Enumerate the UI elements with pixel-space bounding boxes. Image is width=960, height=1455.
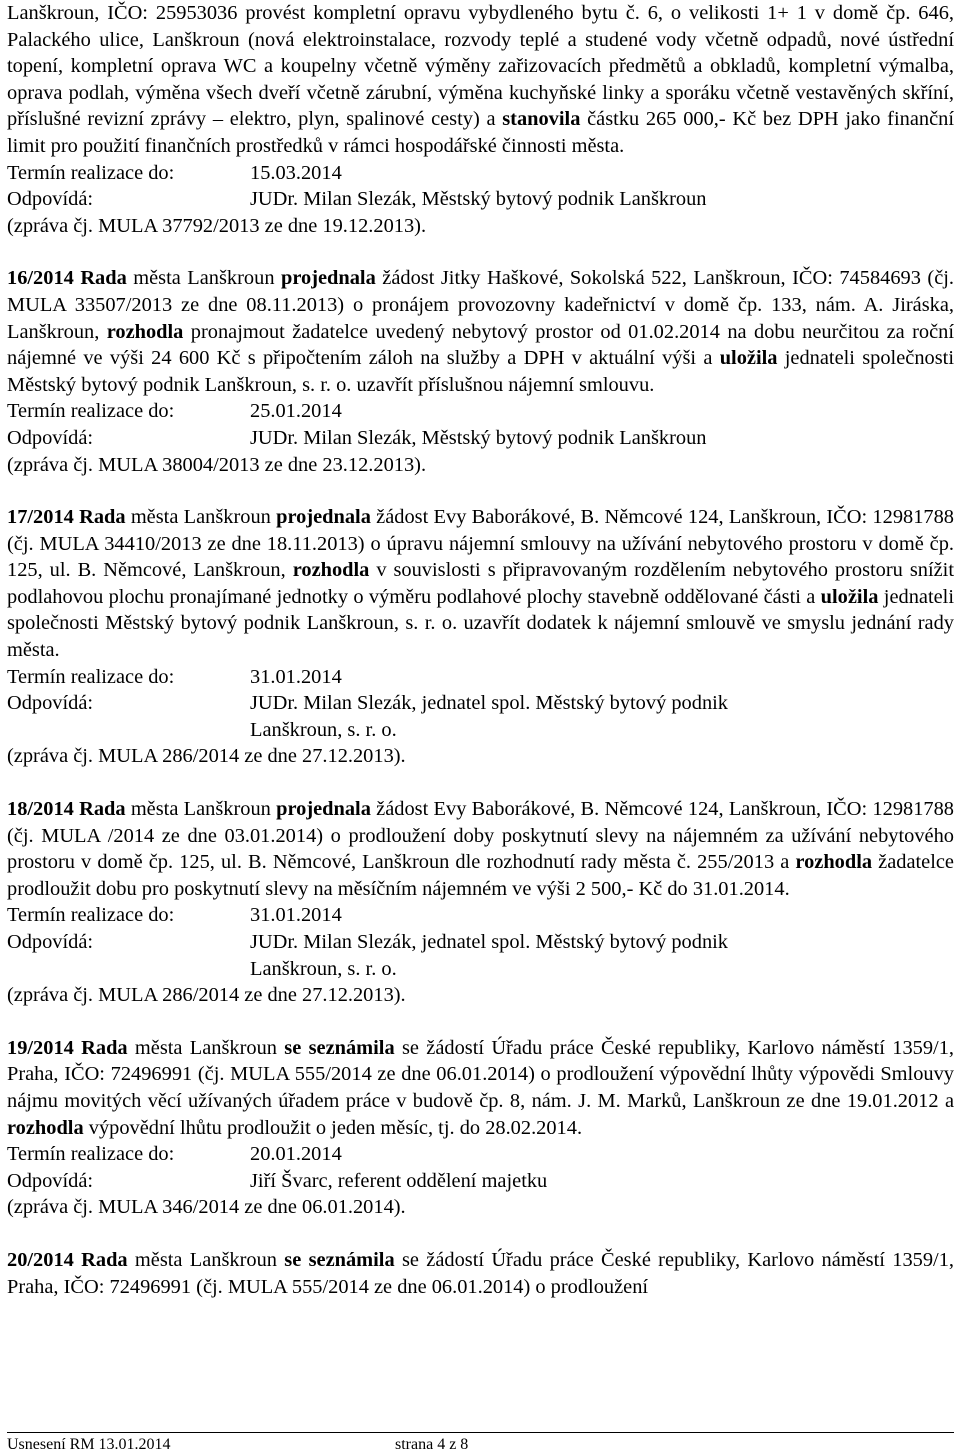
responsible-value: JUDr. Milan Slezák, Městský bytový podnik Lanškroun (250, 188, 707, 211)
text-run-bold: se seznámila (284, 1036, 395, 1059)
report-reference: (zpráva čj. MULA 37792/2013 ze dne 19.12.2013). (7, 214, 427, 237)
text-run-bold: 19/2014 Rada (7, 1036, 128, 1059)
text-run: v souvislosti s připravovaným rozdělením nebytového prostoru snížit podlahovou plochu pronajímané jednotky o výměru podlahové plochy stavebně oddělované části a (7, 559, 954, 608)
responsible-row (7, 1168, 954, 1195)
resolution-16 (7, 265, 954, 478)
text-run: jednateli společnosti Městský bytový podnik Lanškroun, s. r. o. uzavřít dodatek k nájemní smlouvě ve smyslu jednání rady města. (7, 585, 954, 662)
text-run: města Lanškroun (127, 1248, 285, 1271)
deadline-value: 25.01.2014 (250, 400, 342, 423)
text-run-bold: projednala (276, 798, 371, 821)
text-run-bold: uložila (820, 585, 879, 608)
responsible-value: JUDr. Milan Slezák, Městský bytový podnik Lanškroun (250, 426, 707, 449)
responsible-label: Odpovídá: (7, 188, 94, 211)
resolution-20 (7, 1247, 954, 1300)
report-reference: (zpráva čj. MULA 38004/2013 ze dne 23.12.2013). (7, 453, 427, 476)
text-run-bold: 18/2014 Rada (7, 798, 126, 821)
responsible-label: Odpovídá: (7, 931, 94, 953)
document-page (7, 0, 954, 1300)
deadline-value: 15.03.2014 (250, 161, 342, 184)
text-run-bold: rozhodla (795, 851, 873, 874)
text-run: žádost Evy Baborákové, B. Němcové 124, Lanškroun, IČO: 12981788 (čj. MULA /2014 ze dne 03.01.2014) o prodloužení doby poskytnutí slevy na nájemném za užívání nebytového prostoru v domě čp. 125, ul. B. Němcové, Lanškroun dle rozhodnutí rady města č. 255/2013 a (7, 798, 954, 874)
resolution-fragment (7, 0, 954, 239)
text-run-bold: stanovila (502, 108, 581, 131)
text-run: žádost Jitky Haškové, Sokolská 522, Lanškroun, IČO: 74584693 (čj. MULA 33507/2013 ze dne 08.11.2013) o pronájem provozovny kadeřnictví v domě čp. 133, nám. A. Jiráska, Lanškroun, (7, 267, 955, 343)
deadline-row (7, 398, 954, 425)
resolution-19 (7, 1035, 954, 1221)
responsible-value: JUDr. Milan Slezák, jednatel spol. Městský bytový podnik (250, 692, 729, 715)
deadline-label: Termín realizace do: (7, 161, 175, 184)
text-run-bold: rozhodla (7, 1116, 84, 1139)
responsible-label: Odpovídá: (7, 692, 94, 715)
resolution-text (7, 0, 954, 160)
deadline-label: Termín realizace do: (7, 665, 175, 688)
text-run: se žádostí Úřadu práce České republiky, Karlovo náměstí 1359/1, Praha, IČO: 72496991 (čj. MULA 555/2014 ze dne 06.01.2014) o prodloužení výpovědní lhůty výpovědi Smlouvy nájmu movitých věcí užívaných úřadem práce v budově čp. 8, nám. J. M. Marků, Lanškroun ze dne 19.01.2012 a (7, 1036, 954, 1112)
deadline-label: Termín realizace do: (7, 400, 175, 423)
resolution-text (7, 1035, 954, 1141)
responsible-value: Jiří Švarc, referent oddělení majetku (250, 1169, 548, 1192)
responsible-row (7, 186, 954, 213)
deadline-value: 31.01.2014 (250, 904, 342, 927)
report-reference: (zpráva čj. MULA 286/2014 ze dne 27.12.2013). (7, 984, 406, 1007)
text-run: pronajmout žadatelce uvedený nebytový prostor od 01.02.2014 na dobu neurčitou za roční nájemné ve výši 24 600 Kč s připočtením záloh na služby a DPH v aktuální výši a (7, 320, 954, 370)
responsible-value-continued: Lanškroun, s. r. o. (250, 957, 397, 980)
text-run-bold: uložila (719, 347, 778, 370)
resolution-text (7, 504, 954, 664)
deadline-label: Termín realizace do: (7, 904, 175, 927)
deadline-value: 20.01.2014 (250, 1143, 342, 1166)
text-run-bold: rozhodla (292, 559, 370, 582)
text-run: se žádostí Úřadu práce České republiky, Karlovo náměstí 1359/1, Praha, IČO: 72496991 (čj. MULA 555/2014 ze dne 06.01.2014) o prodloužení (7, 1248, 954, 1298)
resolution-17 (7, 504, 954, 770)
page-footer (7, 1432, 954, 1453)
responsible-row-continued (7, 717, 954, 744)
responsible-value: JUDr. Milan Slezák, jednatel spol. Městský bytový podnik (250, 931, 729, 953)
text-run-bold: se seznámila (284, 1248, 395, 1271)
text-run: částku 265 000,- Kč bez DPH jako finanční limit pro použití finančních prostředků v rámci hospodářské činnosti města. (7, 108, 954, 157)
text-run: města Lanškroun (127, 1036, 285, 1059)
responsible-row (7, 929, 954, 956)
text-run-bold: rozhodla (106, 320, 184, 343)
resolution-text (7, 265, 954, 398)
responsible-row-continued (7, 956, 954, 983)
text-run: města Lanškroun (126, 267, 281, 290)
text-run-bold: projednala (276, 506, 371, 529)
text-run: Lanškroun, IČO: 25953036 provést kompletní opravu vybydleného bytu č. 6, o velikosti 1+ 1 v domě čp. 646, Palackého ulice, Lanškroun (nová elektroinstalace, rozvody teplé a studené vody včetně odpadů, nové ústřední topení, kompletní oprava WC a koupelny včetně výměny zařizovacích předmětů a obkladů, kompletní výmalba, oprava podlah, výměna všech dveří včetně zárubní, výměna kuchyňské linky a sporáku včetně vestavěných skříní, příslušné revizní zprávy – elektro, plyn, spalinové cesty) a (7, 2, 954, 131)
text-run: žadatelce prodloužit dobu pro poskytnutí slevy na měsíčním nájemném ve výši 2 500,- Kč do 31.01.2014. (7, 851, 954, 900)
responsible-row (7, 425, 954, 452)
responsible-value-continued: Lanškroun, s. r. o. (250, 718, 397, 741)
deadline-row (7, 664, 954, 691)
text-run: města Lanškroun (125, 506, 277, 529)
resolution-text (7, 1247, 954, 1300)
deadline-row (7, 160, 954, 187)
footer-page-number: strana 4 z 8 (395, 1436, 469, 1453)
text-run: výpovědní lhůtu prodloužit o jeden měsíc, tj. do 28.02.2014. (83, 1116, 583, 1139)
resolution-18 (7, 796, 954, 1009)
text-run: jednateli společnosti Městský bytový podnik Lanškroun, s. r. o. uzavřít příslušnou nájemní smlouvu. (7, 347, 954, 396)
deadline-row (7, 902, 954, 929)
report-reference: (zpráva čj. MULA 346/2014 ze dne 06.01.2014). (7, 1196, 406, 1219)
text-run-bold: projednala (281, 267, 376, 290)
text-run-bold: 20/2014 Rada (7, 1248, 128, 1271)
footer-document-title: Usnesení RM 13.01.2014 (7, 1436, 171, 1453)
report-reference: (zpráva čj. MULA 286/2014 ze dne 27.12.2013). (7, 745, 406, 768)
responsible-label: Odpovídá: (7, 1169, 94, 1192)
text-run: města Lanškroun (125, 798, 277, 821)
text-run: žádost Evy Baborákové, B. Němcové 124, Lanškroun, IČO: 12981788 (čj. MULA 34410/2013 ze dne 18.11.2013) o úpravu nájemní smlouvy na užívání nebytového prostoru v domě čp. 125, ul. B. Němcové, Lanškroun, (7, 506, 954, 582)
deadline-value: 31.01.2014 (250, 665, 342, 688)
text-run-bold: 16/2014 Rada (7, 267, 127, 290)
responsible-row (7, 690, 954, 717)
deadline-label: Termín realizace do: (7, 1143, 175, 1166)
responsible-label: Odpovídá: (7, 426, 94, 449)
text-run-bold: 17/2014 Rada (7, 506, 126, 529)
resolution-text (7, 796, 954, 902)
deadline-row (7, 1141, 954, 1168)
